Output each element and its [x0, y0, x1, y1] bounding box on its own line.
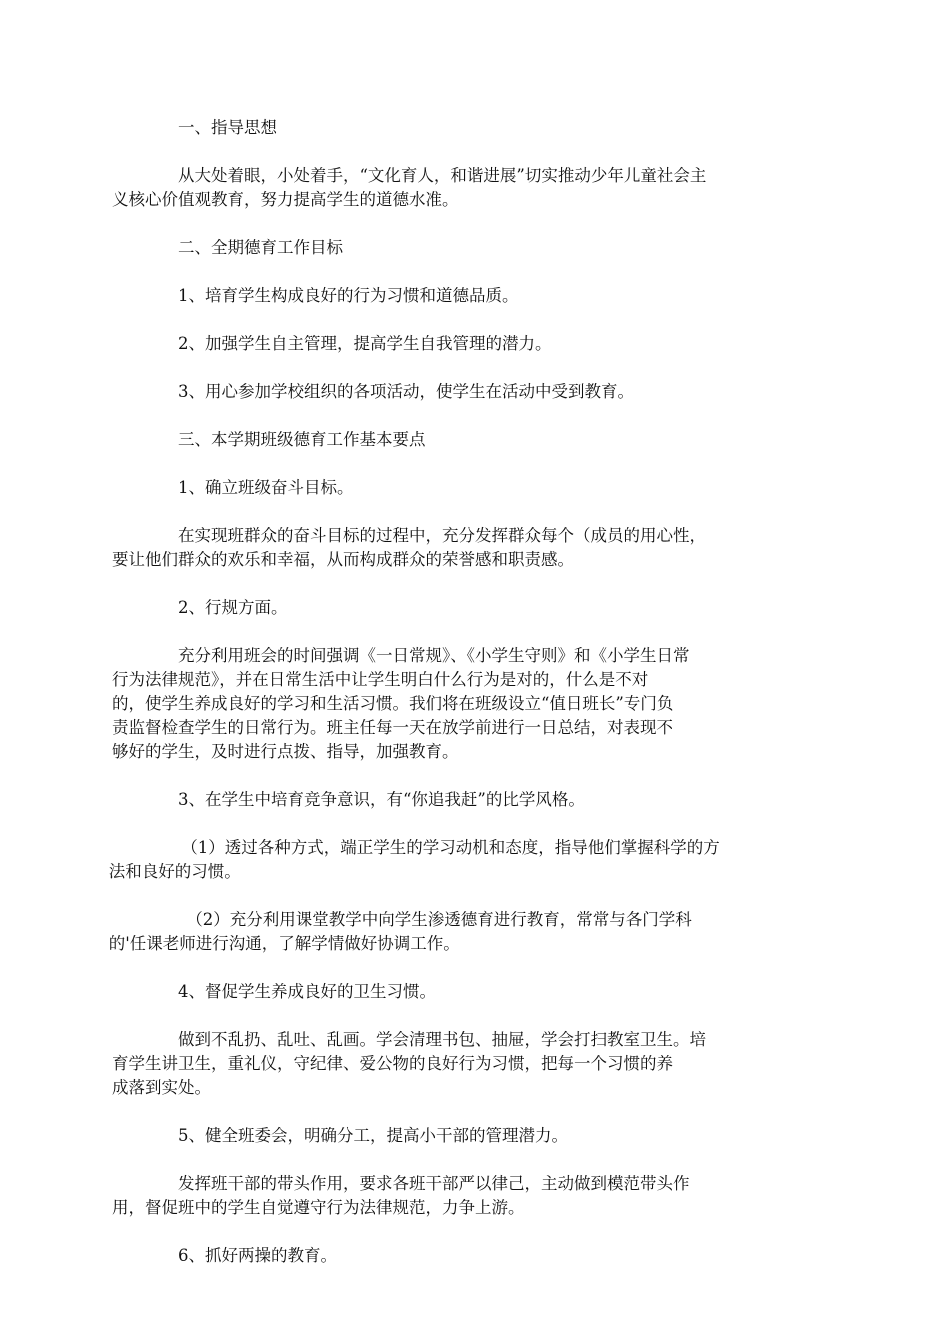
paragraph-line: 发挥班干部的带头作用，要求各班干部严以律己，主动做到模范带头作	[178, 1174, 690, 1193]
paragraph-line: 4、督促学生养成良好的卫生习惯。	[178, 982, 436, 1001]
paragraph-line: 一、指导思想	[178, 118, 277, 137]
list-item	[145, 332, 805, 356]
paragraph	[112, 1172, 805, 1220]
paragraph-line: 1、确立班级奋斗目标。	[178, 478, 354, 497]
paragraph-line: 够好的学生，及时进行点拨、指导，加强教育。	[112, 742, 459, 761]
paragraph-line: 充分利用班会的时间强调《一日常规》、《小学生守则》和《小学生日常	[178, 646, 690, 665]
paragraph-line: 2、加强学生自主管理，提高学生自我管理的潜力。	[178, 334, 552, 353]
paragraph-line: 3、用心参加学校组织的各项活动，使学生在活动中受到教育。	[178, 382, 634, 401]
paragraph-line: 法和良好的习惯。	[108, 862, 241, 881]
paragraph-line: 的'任课老师进行沟通，了解学情做好协调工作。	[108, 934, 460, 953]
paragraph	[108, 836, 805, 884]
subsection-heading	[145, 1124, 805, 1148]
subsection-heading	[145, 1244, 805, 1268]
document-body	[108, 116, 805, 1292]
subsection-heading	[145, 476, 805, 500]
paragraph-line: 2、行规方面。	[178, 598, 288, 617]
paragraph	[112, 164, 805, 212]
section-heading	[145, 236, 805, 260]
paragraph-line: 5、健全班委会，明确分工，提高小干部的管理潜力。	[178, 1126, 568, 1145]
section-heading	[145, 428, 805, 452]
paragraph-line: 三、本学期班级德育工作基本要点	[178, 430, 426, 449]
list-item	[145, 380, 805, 404]
paragraph-line: 成落到实处。	[112, 1078, 211, 1097]
paragraph-line: 3、在学生中培育竞争意识，有“你追我赶”的比学风格。	[178, 790, 585, 809]
paragraph-line: 在实现班群众的奋斗目标的过程中，充分发挥群众每个（成员的用心性，	[178, 526, 706, 545]
list-item	[145, 284, 805, 308]
paragraph-line: 用，督促班中的学生自觉遵守行为法律规范，力争上游。	[112, 1198, 525, 1217]
paragraph	[112, 1028, 805, 1100]
subsection-heading	[145, 788, 805, 812]
paragraph-line: 的，使学生养成良好的学习和生活习惯。我们将在班级设立“值日班长”专门负	[112, 694, 674, 713]
section-heading	[145, 116, 805, 140]
subsection-heading	[145, 980, 805, 1004]
paragraph-line: 育学生讲卫生，重礼仪，守纪律、爱公物的良好行为习惯，把每一个习惯的养	[112, 1054, 673, 1073]
paragraph-line: 6、抓好两操的教育。	[178, 1246, 337, 1265]
paragraph-line: 要让他们群众的欢乐和幸福，从而构成群众的荣誉感和职责感。	[112, 550, 574, 569]
paragraph-line: 行为法律规范》，并在日常生活中让学生明白什么行为是对的，什么是不对	[112, 670, 649, 689]
paragraph-line: 义核心价值观教育，努力提高学生的道德水准。	[112, 190, 459, 209]
paragraph-line: 责监督检查学生的日常行为。班主任每一天在放学前进行一日总结，对表现不	[112, 718, 673, 737]
paragraph	[112, 524, 805, 572]
paragraph	[112, 644, 805, 764]
paragraph	[108, 908, 805, 956]
paragraph-line: 从大处着眼，小处着手，“文化育人，和谐进展”切实推动少年儿童社会主	[178, 166, 707, 185]
paragraph-line: 1、培育学生构成良好的行为习惯和道德品质。	[178, 286, 519, 305]
paragraph-line: 做到不乱扔、乱吐、乱画。学会清理书包、抽屉，学会打扫教室卫生。培	[178, 1030, 706, 1049]
paragraph-line: （1）透过各种方式，端正学生的学习动机和态度，指导他们掌握科学的方	[181, 838, 720, 857]
paragraph-line: （2）充分利用课堂教学中向学生渗透德育进行教育，常常与各门学科	[186, 910, 692, 929]
subsection-heading	[145, 596, 805, 620]
paragraph-line: 二、全期德育工作目标	[178, 238, 343, 257]
